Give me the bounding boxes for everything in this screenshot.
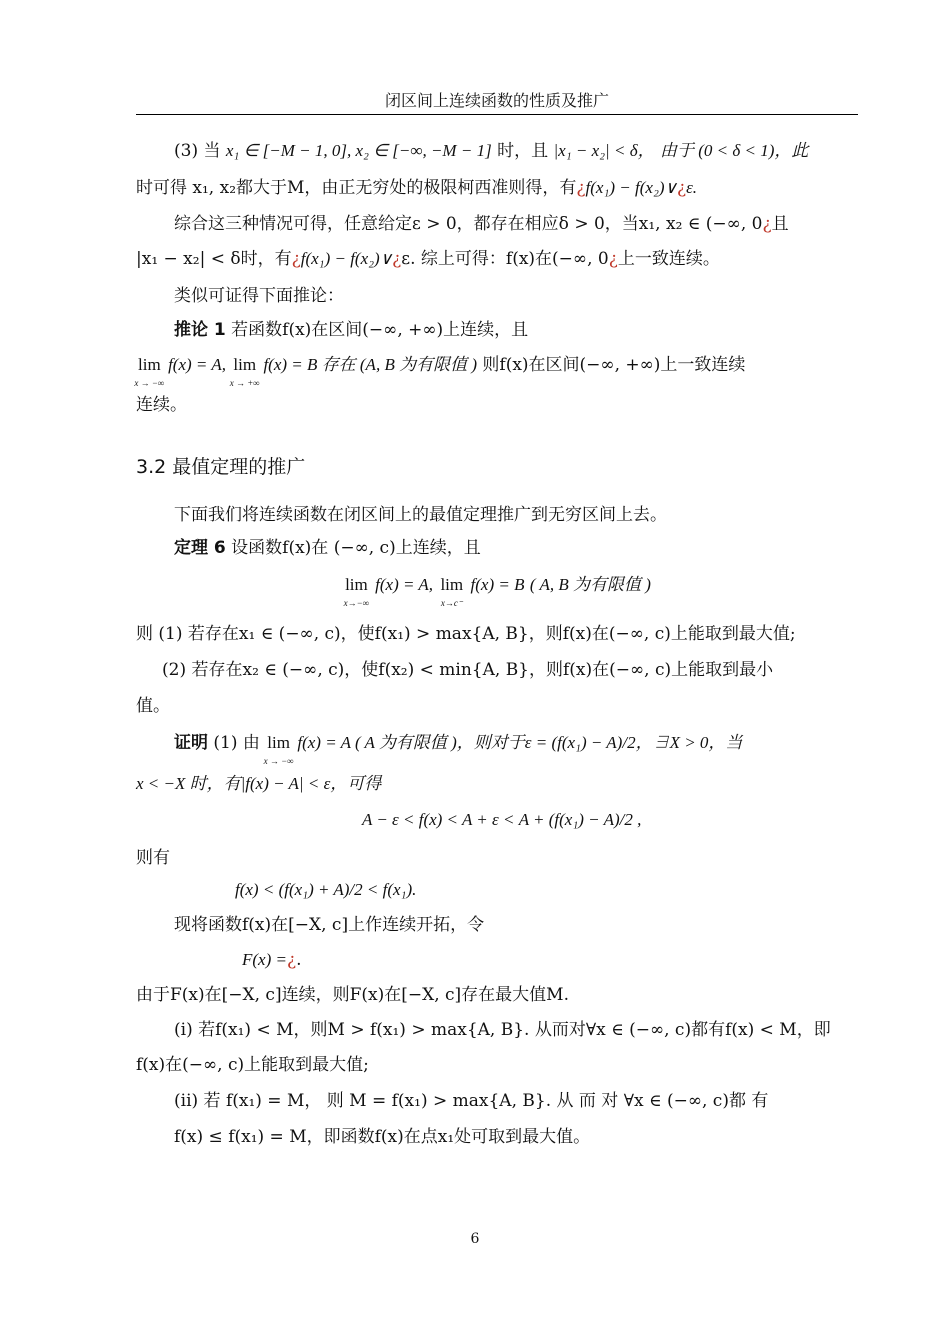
text-segment: 下面我们将连续函数在闭区间上的最值定理推广到无穷区间上去。 [174,505,667,525]
limit-operator [229,353,260,388]
math-expr: f(x) = B 存在 (A, B 为有限值 ) [263,355,477,374]
lim-subscript: x → −∞ [263,756,294,766]
math-expr: f(x) = A, [375,575,434,594]
text-segment: 上一致连续。 [617,249,720,269]
math-expr: 由于 (0 < δ < 1)，此 [660,141,809,160]
display-equation-limits [136,573,858,608]
text-segment: 由于F(x)在[−X, c]连续，则F(x)在[−X, c]存在最大值M. [136,985,569,1005]
broken-glyph: ¿ [608,249,618,269]
text-segment: 则 (1) 若存在x₁ ∈ (−∞, c)，使f(x₁) > max{A, B}，则f(x)在(−∞, c)上能取到最大值; [136,624,796,644]
math-expr: F(x) = [242,950,287,969]
math-expr: |x₁ − x₂| < δ， [553,141,655,160]
lim-word: lim [233,355,257,374]
math-expr: f(x) = B [470,575,525,594]
text-segment: 若函数f(x)在区间(−∞, +∞)上连续，且 [225,320,529,340]
text-line-7 [134,353,858,388]
math-expr: ( A, B 为有限值 ) [529,575,651,594]
text-segment: (i) 若f(x₁) < M，则M > f(x₁) > max{A, B}. 从而对∀x ∈ (−∞, c)都有f(x) < M，即 [174,1020,831,1040]
text-segment: 则有 [136,848,170,868]
text-line-13 [162,658,884,682]
lim-subscript: x → −∞ [134,378,165,388]
text-segment: 设函数f(x)在 (−∞, c)上连续，且 [225,538,481,558]
text-segment: f(x) ≤ f(x₁) = M，即函数f(x)在点x₁处可取到最大值。 [174,1127,591,1147]
limit-operator [343,573,370,608]
section-heading: 3.2 最值定理的推广 [136,456,306,478]
text-line-24 [136,1053,858,1077]
text-segment: 值。 [136,696,170,716]
text-segment: 则f(x)在区间(−∞, +∞)上一致连续 [482,355,746,375]
text-segment: (ii) 若 f(x₁) = M， 则 M = f(x₁) > max{A, B}. 从 而 对 ∀x ∈ (−∞, c)都 有 [174,1091,769,1111]
math-expr: f(x) < (f(x₁) + A)/2 < f(x₁). [235,880,417,899]
text-segment: 时，且 [497,141,549,161]
text-segment: 连续。 [136,395,187,415]
running-header: 闭区间上连续函数的性质及推广 [384,91,609,110]
text-line-4 [136,247,858,271]
broken-glyph: ¿ [392,249,402,269]
math-expr: A − ε < f(x) < A + ε < A + (f(x₁) − A)/2 , [362,810,642,829]
text-line-18 [136,846,858,870]
proof-line-1 [174,731,858,766]
text-segment: 类似可证得下面推论： [174,286,344,306]
text-segment: ε. 综上可得：f(x)在(−∞, 0 [401,249,609,269]
corollary-label: 推论 1 [174,320,226,340]
limit-operator [134,353,165,388]
text-line-12 [136,622,858,646]
text-line-8 [136,393,858,417]
text-line-23 [174,1018,858,1042]
text-segment: . [296,950,302,970]
text-line-1 [174,139,858,163]
theorem-label: 定理 6 [174,538,226,558]
display-definition-F [242,948,642,972]
math-expr: x < −X 时，有|f(x) − A| < ε，可得 [136,774,382,793]
text-segment: |x₁ − x₂| < δ时，有 [136,249,292,269]
display-inequality-1 [362,808,858,832]
math-expr: f(x) = A ( A 为有限值 )，则对于ε = (f(x₁) − A)/2，∃X > 0，当 [297,733,743,752]
text-line-3 [174,212,858,236]
text-segment: 且 [771,214,789,234]
text-line-9 [174,503,858,527]
header-rule [136,114,858,115]
text-segment: (1) 由 [208,733,260,753]
corollary-1-heading [174,318,858,342]
text-line-5 [174,284,858,308]
text-segment: 时可得 x₁, x₂都大于M，由正无穷处的极限柯西准则得，有 [136,178,577,198]
text-line-22 [136,983,858,1007]
broken-glyph: ¿ [291,249,301,269]
proof-line-2 [136,772,858,796]
limit-operator [440,573,464,608]
text-segment: 现将函数f(x)在[−X, c]上作连续开拓，令 [174,915,485,935]
lim-word: lim [440,575,464,594]
page-number: 6 [470,1231,480,1247]
lim-word: lim [345,575,368,594]
display-inequality-2 [235,878,835,902]
math-expr: ε. [686,178,698,197]
lim-subscript: x → +∞ [229,378,260,388]
text-line-26 [174,1125,858,1149]
text-line-2 [136,176,858,200]
text-line-14 [136,694,858,718]
broken-glyph: ¿ [286,950,297,970]
text-line-25 [174,1089,858,1113]
lim-word: lim [267,733,290,752]
lim-word: lim [138,355,161,374]
math-expr: f(x₁) − f(x₂)∨ [300,249,393,268]
text-segment: (2) 若存在x₂ ∈ (−∞, c)，使f(x₂) < min{A, B}，则f(x)在(−∞, c)上能取到最小 [162,660,774,680]
math-expr: f(x) = A, [168,355,226,374]
proof-label: 证明 [174,733,208,753]
lim-subscript: x→−∞ [343,598,370,608]
theorem-6-heading [174,536,858,560]
broken-glyph: ¿ [762,214,772,234]
limit-operator [263,731,294,766]
lim-subscript: x→c⁻ [440,598,463,608]
math-expr: x₁ ∈ [−M − 1, 0], x₂ ∈ [−∞, −M − 1] [225,141,492,160]
broken-glyph: ¿ [676,178,687,198]
broken-glyph: ¿ [576,178,586,198]
math-expr: f(x₁) − f(x₂)∨ [585,178,677,197]
text-segment: (3) 当 [174,141,221,161]
text-line-20 [174,913,858,937]
text-segment: 综合这三种情况可得，任意给定ε > 0，都存在相应δ > 0，当x₁, x₂ ∈ (−∞, 0 [174,214,763,234]
text-segment: f(x)在(−∞, c)上能取到最大值; [136,1055,369,1075]
